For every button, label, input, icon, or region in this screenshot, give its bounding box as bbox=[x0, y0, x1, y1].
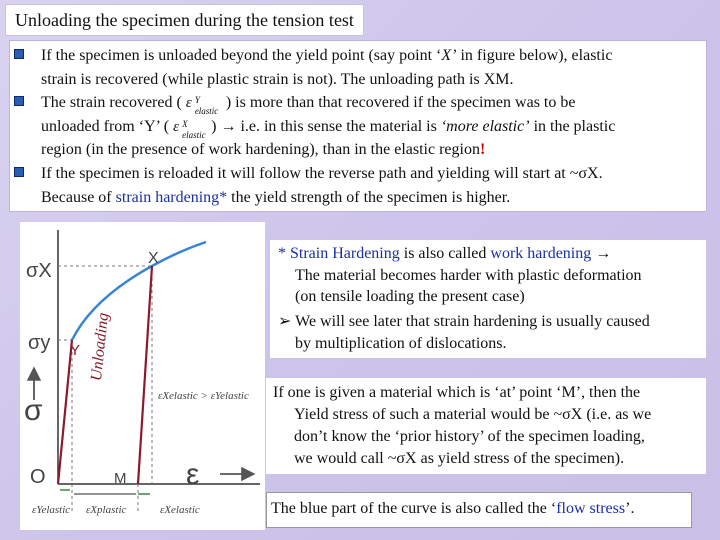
origin-label: O bbox=[30, 466, 46, 488]
bullet-2-text-c: unloaded from ‘Y’ ( bbox=[41, 117, 170, 135]
box1-line-5: by multiplication of dislocations. bbox=[295, 334, 507, 352]
strain-hardening-note bbox=[270, 240, 706, 358]
box1-line-3: (on tensile loading the present case) bbox=[295, 288, 525, 305]
slide-title: Unloading the specimen during the tension test bbox=[5, 4, 364, 36]
bottom-eps-y-label: εYelastic bbox=[32, 504, 71, 516]
bullet-box bbox=[9, 40, 707, 212]
sigma-y-label: σy bbox=[28, 332, 51, 354]
bullet-1-text-b: X’ bbox=[441, 47, 457, 64]
stress-strain-figure bbox=[20, 222, 265, 530]
bullet-2-text-e: ‘more elastic’ bbox=[440, 117, 530, 135]
bullet-1-text-c: in figure below), elastic bbox=[456, 47, 613, 64]
yield-stress-note bbox=[266, 378, 706, 474]
box2-line-4: we would call ~σX as yield stress of the specimen). bbox=[294, 450, 625, 467]
box1-line-4: ➢ We will see later that strain hardening is usually caused bbox=[278, 313, 650, 330]
elastic-loading-line bbox=[58, 340, 72, 484]
point-m-label: M bbox=[114, 470, 127, 487]
box2-line-3: don’t know the ‘prior history’ of the specimen loading, bbox=[294, 428, 645, 445]
bullet-2-exclaim: ! bbox=[479, 141, 486, 158]
box1-text-b: is also called bbox=[403, 245, 487, 262]
sigma-x-label: σX bbox=[26, 260, 52, 282]
bullet-1-text-a: If the specimen is unloaded beyond the yield point (say point ‘ bbox=[41, 47, 442, 64]
work-hardening-term: work hardening bbox=[490, 245, 592, 262]
flow-stress-curve bbox=[72, 242, 206, 340]
box2-line-2: Yield stress of such a material would be ~σX (i.e. as we bbox=[294, 406, 652, 423]
arrow-right-icon: → bbox=[595, 245, 612, 262]
sigma-axis-label: σ bbox=[24, 394, 43, 427]
strain-hardening-link-text: strain hardening* bbox=[115, 188, 228, 206]
eps-y-elastic-symbol: ε Y elastic bbox=[185, 95, 219, 116]
flow-stress-note bbox=[266, 492, 692, 528]
bullet-2-text-a: The strain recovered ( bbox=[41, 94, 182, 111]
bullet-2-text-b: ) is more than that recovered if the specimen was to be bbox=[225, 94, 576, 111]
bullet-square-icon bbox=[14, 167, 24, 177]
box1-line-2: The material becomes harder with plastic deformation bbox=[295, 266, 642, 284]
bottom-eps-x-plastic-label: εXplastic bbox=[86, 504, 127, 516]
bullet-square-icon bbox=[14, 96, 24, 106]
strain-hardening-term: * Strain Hardening bbox=[278, 245, 400, 262]
box3-text-a: The blue part of the curve is also called the ‘ bbox=[271, 500, 557, 517]
bullet-3-text-a: Because of bbox=[41, 188, 112, 206]
strain-compare-label: εXelastic > εYelastic bbox=[158, 390, 249, 402]
box2-line-1: If one is given a material which is ‘at’ point ‘M’, then the bbox=[273, 384, 641, 401]
bottom-eps-x-elastic-label: εXelastic bbox=[160, 504, 200, 516]
point-y-label: Y bbox=[70, 342, 81, 359]
bullet-2-text-f: in the plastic bbox=[533, 117, 616, 135]
bullet-1-line-2: strain is recovered (while plastic strain is not). The unloading path is XM. bbox=[41, 70, 514, 88]
epsilon-axis-label: ε bbox=[186, 458, 200, 491]
unloading-label: Unloading bbox=[88, 311, 113, 382]
bullet-2-text-d: ) → i.e. in this sense the material is bbox=[211, 117, 437, 135]
bullet-3-text-c: the yield strength of the specimen is higher. bbox=[231, 188, 511, 206]
stress-strain-diagram bbox=[20, 222, 265, 530]
bullet-3-line-1: If the specimen is reloaded it will follow the reverse path and yielding will start at ~σX. bbox=[41, 165, 603, 182]
point-x-label: X bbox=[148, 250, 159, 267]
box3-text-c: ’. bbox=[625, 500, 635, 517]
bullet-square-icon bbox=[14, 49, 24, 59]
bullet-2-text-g: region (in the presence of work hardening), than in the elastic region bbox=[41, 141, 480, 158]
unloading-line bbox=[138, 266, 152, 484]
flow-stress-term: flow stress bbox=[556, 500, 626, 517]
eps-x-elastic-symbol: ε X elastic bbox=[173, 118, 206, 140]
